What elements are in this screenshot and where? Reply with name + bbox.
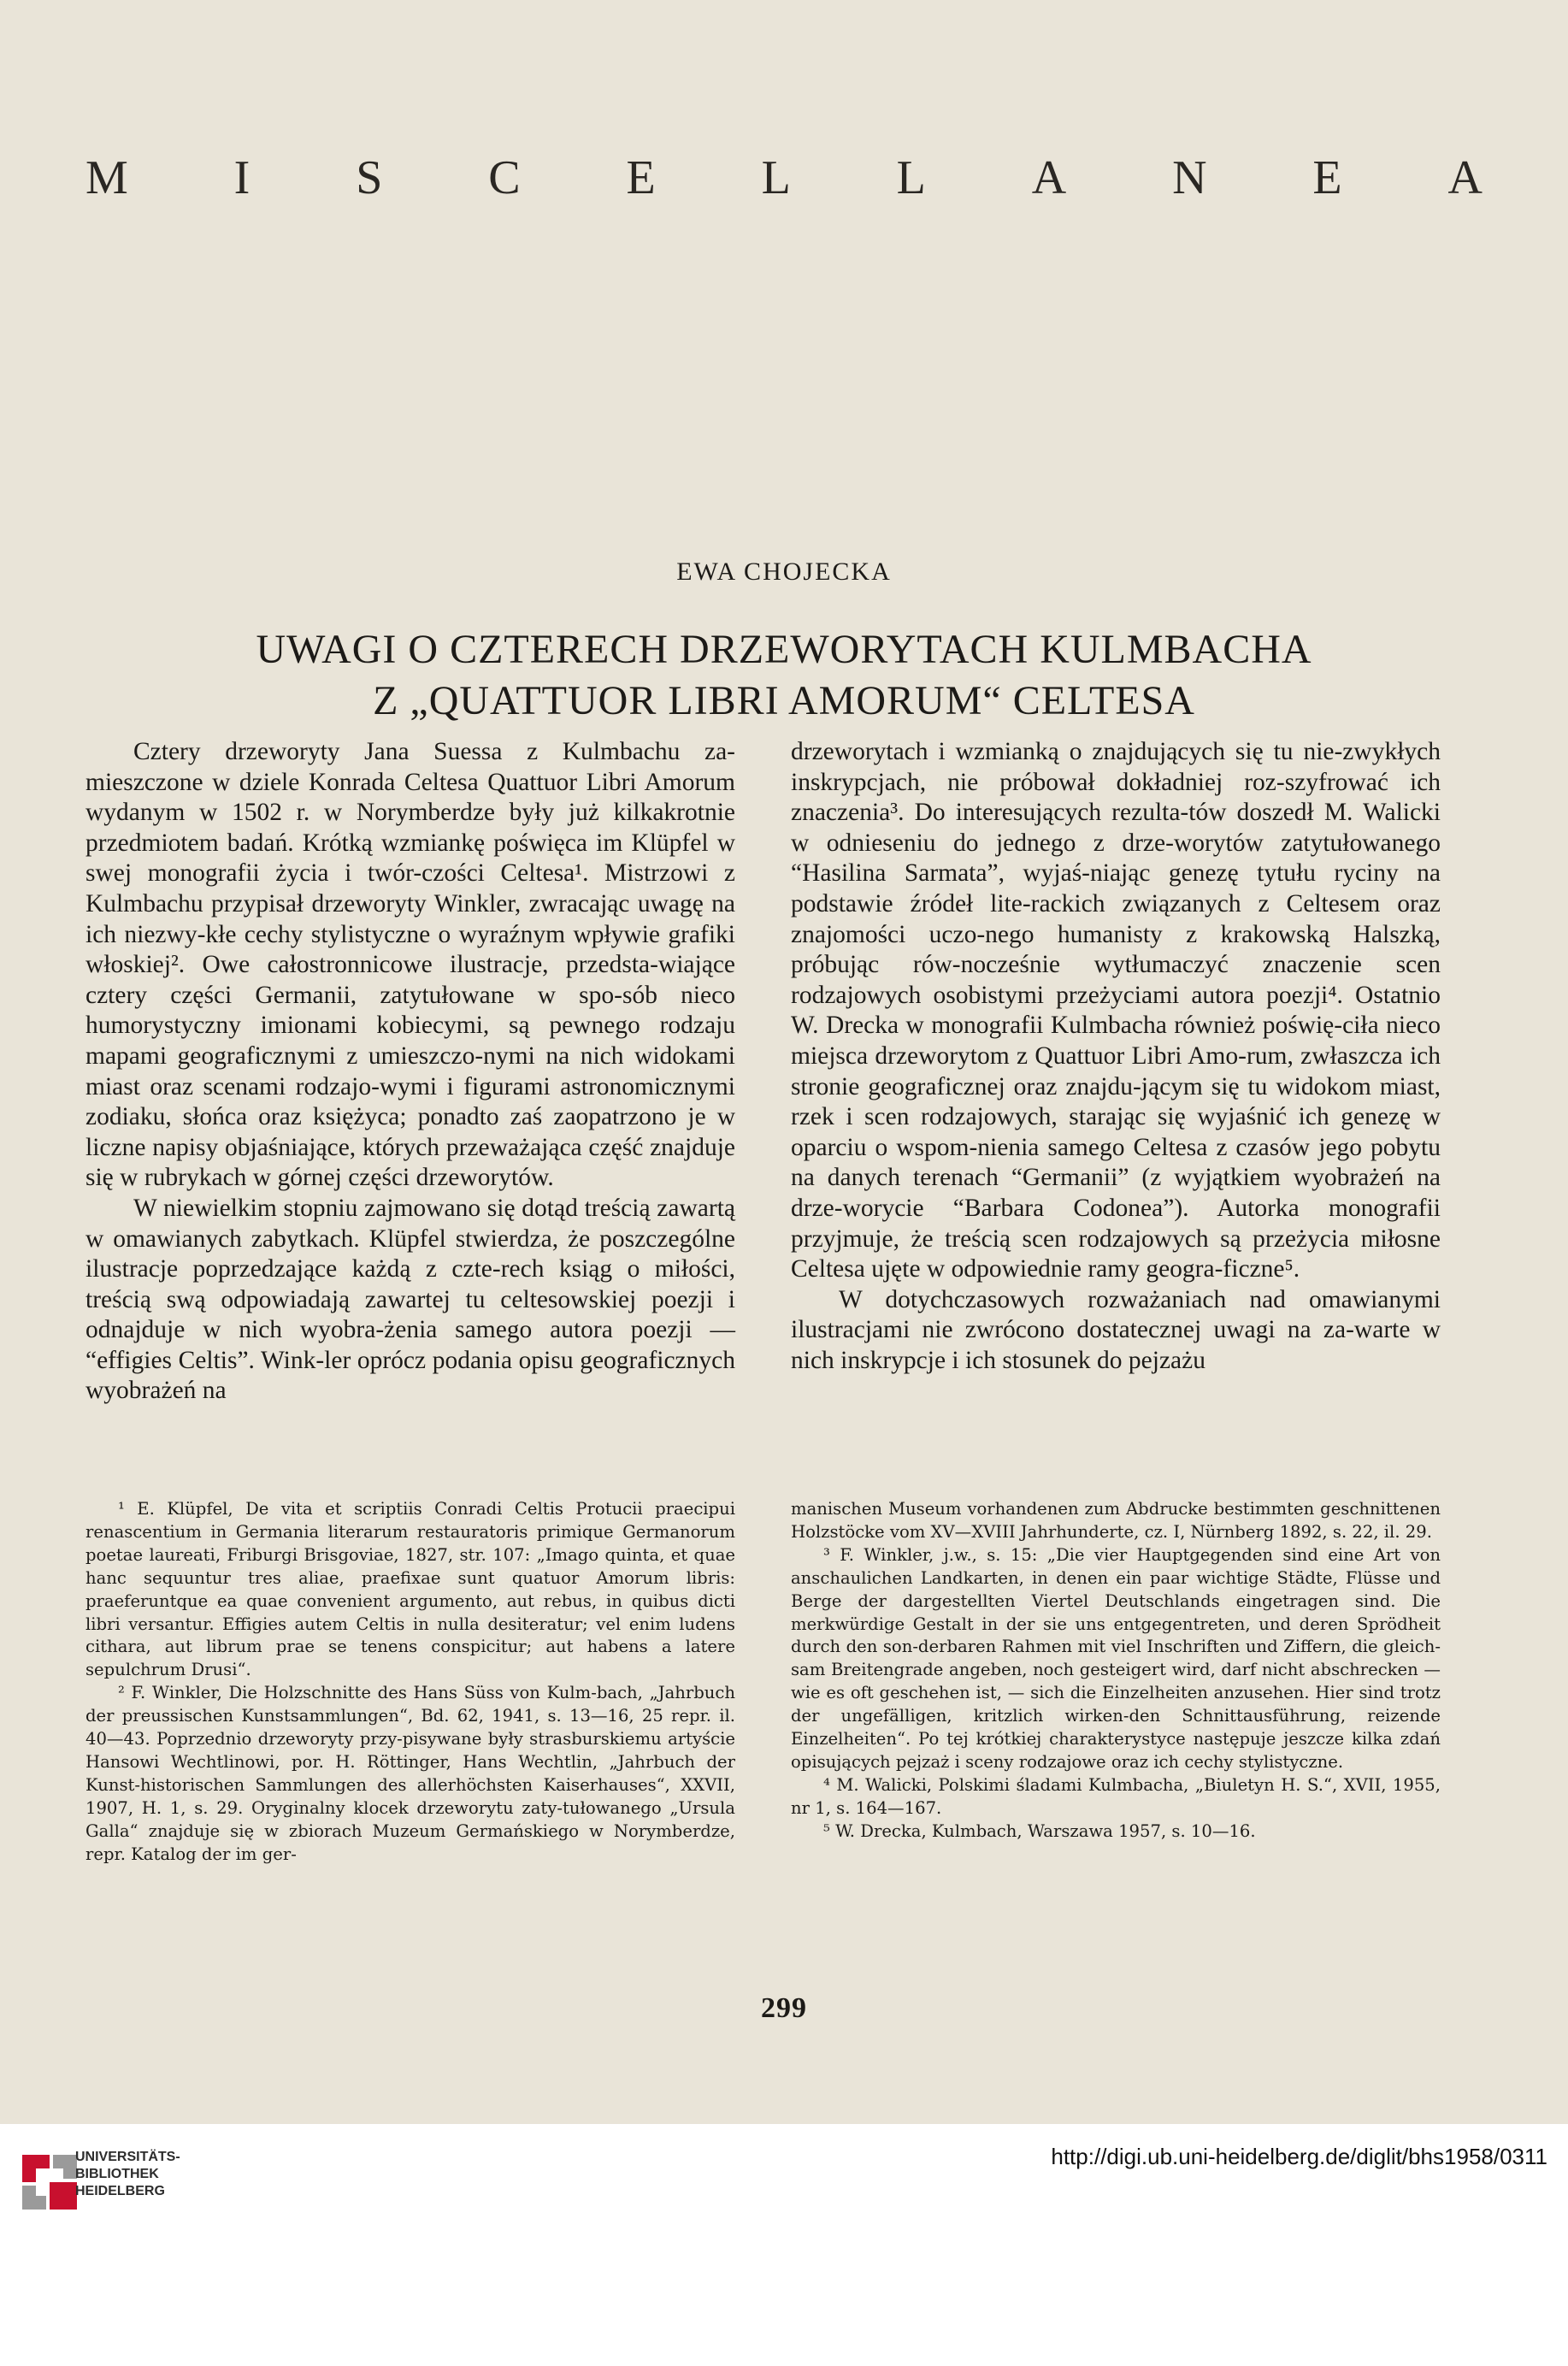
library-logo-icon <box>15 2148 84 2216</box>
body-column-left <box>85 737 735 1407</box>
section-title-letter: I <box>233 151 251 204</box>
body-paragraph: W niewielkim stopniu zajmowano się dotąd treścią zawartą w omawianych zabytkach. Klüpfel stwierdza, że poszczególne ilustracje poprzedzające każdą z czte-rech ksiąg o miłości, treścią swą odpowiadają zawartej tu celtesowskiej poezji i odnajduje w nich wyobra-żenia samego autora poezji — “effigies Celtis”. Wink-ler oprócz podania opisu geograficznych wyobrażeń na <box>85 1194 735 1405</box>
page-number: 299 <box>761 1992 807 2024</box>
footnote: ¹ E. Klüpfel, De vita et scriptiis Conradi Celtis Protucii praecipui renascentium in Germania literarum restauratoris primique Germanorum poetae laureati, Friburgi Brisgoviae, 1827, str. 107: „Imago quinta, et quae hanc sequuntur tres aliae, praefixae sunt quatuor Amorum libris: praeferuntque ea quae convenient argumento, aut rebus, in quibus dicti libri versantur. Effigies autem Celtis in nulla desiteratur; vel enim ludens cithara, aut librum prae se tenens conspicitur; aut habens a latere sepulchrum Drusi“. <box>85 1499 735 1680</box>
logo-line: UNIVERSITÄTS- <box>75 2150 180 2164</box>
section-title-letter: A <box>1447 151 1483 204</box>
article-title <box>0 624 1568 727</box>
section-title-letter: M <box>85 151 128 204</box>
logo-line: HEIDELBERG <box>75 2184 165 2198</box>
body-paragraph: drzeworytach i wzmianką o znajdujących się tu nie-zwykłych inskrypcjach, nie próbował dokładniej roz-szyfrować ich znaczenia³. Do interesujących rezulta-tów doszedł M. Walicki w odnieseniu do jednego z drze-worytów zatytułowanego “Hasilina Sarmata”, wyjaś-niając genezę tytułu ryciny na podstawie źródeł lite-rackich związanych z Celtesem oraz znajomości uczo-nego humanisty z krakowską Halszką, próbując rów-nocześnie wytłumaczyć znaczenie scen rodzajowych osobistymi przeżyciami autora poezji⁴. Ostatnio W. Drecka w monografii Kulmbacha również poświę-ciła nieco miejsca drzeworytom z Quattuor Libri Amo-rum, zwłaszcza ich stronie geograficznej oraz znajdu-jącym się tu widokom miast, rzek i scen rodzajowych, starając się wyjaśnić ich genezę w oparciu o wspom-nienia samego Celtesa z czasów jego pobytu na danych terenach “Germanii” (z wyjątkiem wyobrażeń na drze-worycie “Barbara Codonea”). Autorka monografii przyjmuje, że treścią scen rodzajowych są przeżycia miłosne Celtesa ujęte w odpowiednie ramy geogra-ficzne⁵. <box>791 738 1441 1283</box>
body-paragraph: W dotychczasowych rozważaniach nad omawianymi ilustracjami nie zwrócono dostatecznej uwagi na za-warte w nich inskrypcje i ich stosunek do pejzażu <box>791 1285 1441 1374</box>
section-title-letter: E <box>626 151 656 204</box>
section-title <box>85 150 1483 205</box>
article-title-line1: UWAGI O CZTERECH DRZEWORYTACH KULMBACHA <box>256 627 1312 672</box>
footnotes-left <box>85 1498 735 1867</box>
section-title-letter: N <box>1172 151 1207 204</box>
article-title-line2: Z „QUATTUOR LIBRI AMORUM“ CELTESA <box>373 678 1195 723</box>
footnote-continuation: manischen Museum vorhandenen zum Abdrucke bestimmten geschnittenen Holzstöcke vom XV—XVIII Jahrhunderte, cz. I, Nürnberg 1892, s. 22, il. 29. <box>791 1499 1441 1542</box>
body-paragraph: Cztery drzeworyty Jana Suessa z Kulmbachu za-mieszczone w dziele Konrada Celtesa Quattuor Libri Amorum wydanym w 1502 r. w Norymberdze były już kilkakrotnie przedmiotem badań. Krótką wzmiankę poświęca im Klüpfel w swej monografii życia i twór-czości Celtesa¹. Mistrzowi z Kulmbachu przypisał drzeworyty Winkler, zwracając uwagę na ich niezwy-kłe cechy stylistyczne o wyraźnym wpływie grafiki włoskiej². Owe całostronnicowe ilustracje, przedsta-wiające cztery części Germanii, zatytułowane w spo-sób nieco humorystyczny imionami kobiecymi, są pewnego rodzaju mapami geograficznymi z umieszczo-nymi na nich widokami miast oraz scenami rodzajo-wymi i figurami astronomicznymi zodiaku, słońca oraz księżyca; ponadto zaś zaopatrzono je w liczne napisy objaśniające, których przeważająca część znajduje się w rubrykach w górnej części drzeworytów. <box>85 738 735 1192</box>
footnote: ⁴ M. Walicki, Polskimi śladami Kulmbacha, „Biuletyn H. S.“, XVII, 1955, nr 1, s. 164—167. <box>791 1774 1441 1818</box>
permalink-url[interactable]: http://digi.ub.uni-heidelberg.de/diglit/bhs1958/0311 <box>1051 2144 1547 2169</box>
section-title-letter: S <box>356 151 383 204</box>
section-title-letter: E <box>1312 151 1342 204</box>
library-logo-text <box>75 2149 180 2200</box>
section-title-letter: C <box>488 151 521 204</box>
footnotes-right <box>791 1498 1441 1844</box>
section-title-letter: L <box>761 151 791 204</box>
footnote: ⁵ W. Drecka, Kulmbach, Warszawa 1957, s. 10—16. <box>823 1820 1256 1841</box>
footnote: ² F. Winkler, Die Holzschnitte des Hans Süss von Kulm-bach, „Jahrbuch der preussischen Kunstsammlungen“, Bd. 62, 1941, s. 13—16, 25 repr. il. 40—43. Poprzednio drzeworyty przy-pisywane były strasburskiemu artyście Hansowi Wechtlinowi, por. H. Röttinger, Hans Wechtlin, „Jahrbuch der Kunst-historischen Sammlungen des allerhöchsten Kaiserhauses“, XXVII, 1907, H. 1, s. 29. Oryginalny klocek drzeworytu zaty-tułowanego „Ursula Galla“ znajduje się w zbiorach Muzeum Germańskiego w Norymberdze, repr. Katalog der im ger- <box>85 1683 735 1864</box>
logo-line: BIBLIOTHEK <box>75 2167 159 2181</box>
author-name: EWA CHOJECKA <box>676 558 892 586</box>
footnote: ³ F. Winkler, j.w., s. 15: „Die vier Hauptgegenden sind eine Art von anschaulichen Landkarten, in denen ein paar wichtige Städte, Flüsse und Berge der dargestellten Viertel Deutschlands eingetragen sind. Die merkwürdige Gestalt in der sie uns entgegentreten, und deren Sprödheit durch den son-derbaren Rahmen mit viel Inschriften und Ziffern, die gleich-sam Breitengrade angeben, noch gesteigert wird, darf nicht abschrecken — wie es oft geschehen ist, — sich die Einzelheiten anzusehen. Hier sind trotz der ungefälligen, kritzlich wirken-den Schnittausführung, reizende Einzelheiten“. Po tej krótkiej charakterystyce następuje jeszcze kilka zdań opisujących pejzaż i sceny rodzajowe oraz ich cechy stylistyczne. <box>791 1544 1441 1772</box>
body-column-right <box>791 737 1441 1376</box>
section-title-letter: L <box>896 151 926 204</box>
section-title-letter: A <box>1031 151 1067 204</box>
